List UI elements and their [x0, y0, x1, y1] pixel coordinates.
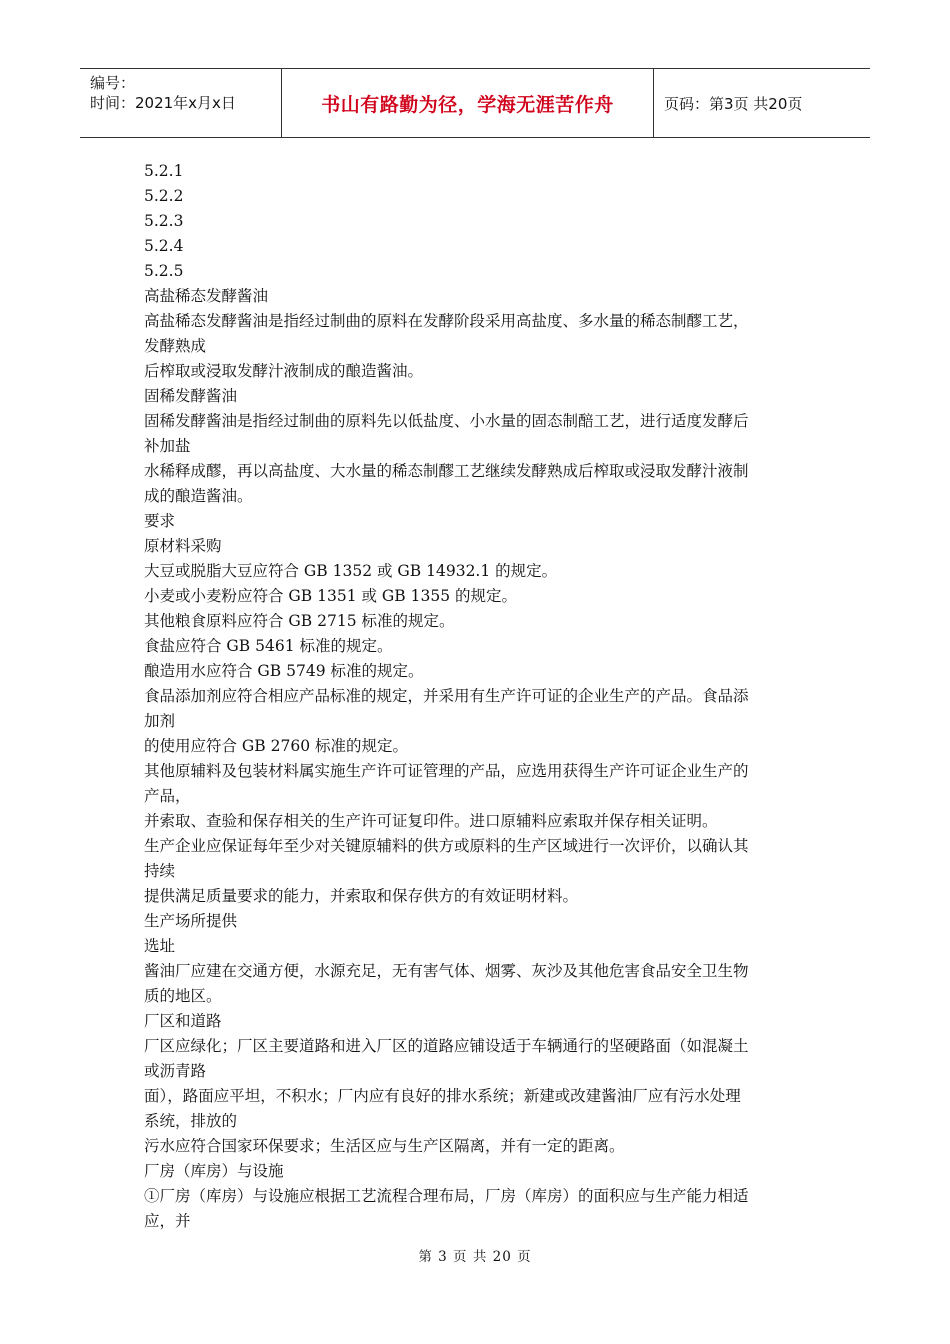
body-line: 酿造用水应符合 GB 5749 标准的规定。	[144, 662, 424, 680]
body-line: 5.2.5	[144, 262, 184, 280]
body-line: 质的地区。	[144, 987, 222, 1005]
body-line: 污水应符合国家环保要求；生活区应与生产区隔离，并有一定的距离。	[144, 1137, 625, 1155]
body-line: 食品添加剂应符合相应产品标准的规定，并采用有生产许可证的企业生产的产品。食品添	[144, 687, 749, 705]
body-line: 加剂	[144, 712, 176, 730]
body-line: 系统，排放的	[144, 1112, 238, 1130]
body-line: 5.2.3	[144, 212, 184, 230]
header-meta	[80, 69, 282, 137]
body-line: 原材料采购	[144, 537, 222, 555]
body-line: 酱油厂应建在交通方便，水源充足，无有害气体、烟雾、灰沙及其他危害食品安全卫生物	[144, 962, 749, 980]
document-time-label: 时间：2021年x月x日	[90, 94, 236, 112]
body-line: 厂房（库房）与设施	[144, 1162, 284, 1180]
body-line: 要求	[144, 512, 176, 530]
body-line: 厂区和道路	[144, 1012, 222, 1030]
body-line: 5.2.2	[144, 187, 184, 205]
body-line: 产品，	[144, 787, 191, 805]
body-line: 高盐稀态发酵酱油是指经过制曲的原料在发酵阶段采用高盐度、多水量的稀态制醪工艺，	[144, 312, 749, 330]
document-number-label: 编号：	[90, 74, 136, 92]
body-line: 发酵熟成	[144, 337, 207, 355]
body-line: 后榨取或浸取发酵汁液制成的酿造酱油。	[144, 362, 424, 380]
body-line: 固稀发酵酱油是指经过制曲的原料先以低盐度、小水量的固态制醅工艺，进行适度发酵后	[144, 412, 749, 430]
body-line: 补加盐	[144, 437, 191, 455]
body-line: 生产场所提供	[144, 912, 238, 930]
body-line: 5.2.4	[144, 237, 184, 255]
body-line: 成的酿造酱油。	[144, 487, 253, 505]
body-line: 5.2.1	[144, 162, 184, 180]
body-line: 面），路面应平坦，不积水；厂内应有良好的排水系统；新建或改建酱油厂应有污水处理	[144, 1087, 741, 1105]
document-body	[144, 159, 812, 1234]
body-line: 提供满足质量要求的能力，并索取和保存供方的有效证明材料。	[144, 887, 579, 905]
header-motto: 书山有路勤为径，学海无涯苦作舟	[282, 69, 654, 137]
body-line: 并索取、查验和保存相关的生产许可证复印件。进口原辅料应索取并保存相关证明。	[144, 812, 718, 830]
body-line: 的使用应符合 GB 2760 标准的规定。	[144, 737, 409, 755]
body-line: 或沥青路	[144, 1062, 207, 1080]
body-line: 应，并	[144, 1212, 191, 1230]
body-line: 食盐应符合 GB 5461 标准的规定。	[144, 637, 393, 655]
body-line: 其他原辅料及包装材料属实施生产许可证管理的产品，应选用获得生产许可证企业生产的	[144, 762, 749, 780]
body-line: 小麦或小麦粉应符合 GB 1351 或 GB 1355 的规定。	[144, 587, 518, 605]
body-line: 水稀释成醪，再以高盐度、大水量的稀态制醪工艺继续发酵熟成后榨取或浸取发酵汁液制	[144, 462, 749, 480]
body-line: 固稀发酵酱油	[144, 387, 238, 405]
body-line: ①厂房（库房）与设施应根据工艺流程合理布局，厂房（库房）的面积应与生产能力相适	[144, 1187, 749, 1205]
body-line: 持续	[144, 862, 176, 880]
header-page-label: 页码：第3页 共20页	[664, 94, 803, 113]
page-header	[80, 68, 870, 138]
body-line: 高盐稀态发酵酱油	[144, 287, 269, 305]
body-line: 大豆或脱脂大豆应符合 GB 1352 或 GB 14932.1 的规定。	[144, 562, 558, 580]
body-line: 选址	[144, 937, 176, 955]
page-footer: 第 3 页 共 20 页	[418, 1249, 532, 1265]
body-line: 生产企业应保证每年至少对关键原辅料的供方或原料的生产区域进行一次评价，以确认其	[144, 837, 749, 855]
body-line: 其他粮食原料应符合 GB 2715 标准的规定。	[144, 612, 455, 630]
body-line: 厂区应绿化；厂区主要道路和进入厂区的道路应铺设适于车辆通行的坚硬路面（如混凝土	[144, 1037, 749, 1055]
